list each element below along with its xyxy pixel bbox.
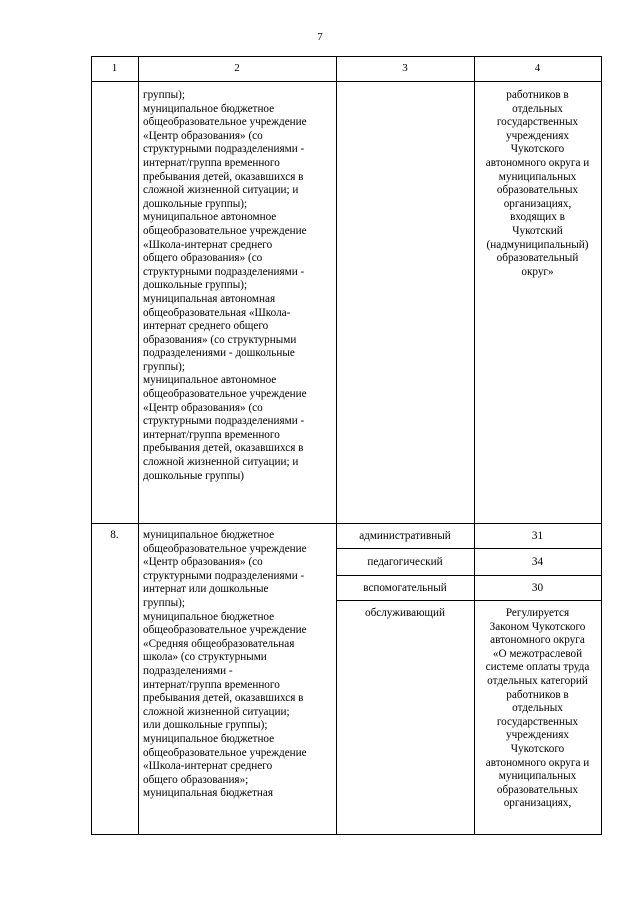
- text-line: структурными подразделениями -: [143, 415, 305, 428]
- text-line: государственных: [496, 715, 579, 728]
- row-8-value-service: [474, 607, 601, 811]
- text-line: сложной жизненной ситуации; и: [143, 456, 299, 469]
- subrow-separator-3: [336, 600, 602, 601]
- row-8-category-service: обслуживающий: [364, 607, 446, 619]
- text-line: или дошкольные группы);: [143, 719, 268, 732]
- text-line: автономного округа и: [485, 756, 590, 769]
- text-line: сложной жизненной ситуации;: [143, 705, 290, 718]
- text-line: общеобразовательная «Школа-: [143, 306, 291, 319]
- row-8-value-auxiliary: 30: [531, 582, 544, 594]
- text-line: дошкольные группы);: [143, 279, 248, 292]
- text-line: Чукотского: [510, 742, 565, 755]
- text-line: муниципальное автономное: [143, 374, 277, 387]
- table-border-right: [601, 56, 602, 834]
- text-line: дошкольные группы): [143, 469, 245, 482]
- text-line: образования» (со структурными: [143, 333, 297, 346]
- text-line: образовательных: [496, 783, 579, 796]
- page-number: 7: [317, 31, 323, 43]
- continued-row-regulation: [474, 89, 601, 279]
- text-line: общеобразовательное учреждение: [143, 388, 307, 401]
- table-border-col1: [138, 56, 139, 834]
- header-col-3: 3: [402, 62, 408, 74]
- text-line: образовательный: [496, 252, 579, 265]
- text-line: организациях,: [503, 797, 572, 810]
- text-line: «О межотраслевой: [492, 647, 583, 660]
- text-line: отдельных категорий: [487, 674, 588, 687]
- subrow-separator-2: [336, 575, 602, 576]
- text-line: общеобразовательное учреждение: [143, 224, 307, 237]
- text-line: автономного округа: [490, 634, 585, 647]
- text-line: структурными подразделениями -: [143, 569, 305, 582]
- text-line: учреждениях: [506, 729, 569, 742]
- text-line: образовательных: [496, 184, 579, 197]
- header-col-4: 4: [534, 62, 541, 74]
- text-line: «Центр образования» (со: [143, 401, 263, 414]
- text-line: пребывания детей, оказавшихся в: [143, 442, 304, 455]
- text-line: интернат/группа временного: [143, 428, 280, 441]
- text-line: интернат или дошкольные: [143, 583, 269, 596]
- text-line: сложной жизненной ситуации; и: [143, 184, 299, 197]
- text-line: муниципальных: [498, 770, 577, 783]
- text-line: округ»: [521, 265, 554, 278]
- table-border-col2: [336, 56, 337, 834]
- row-8-category-administrative: административный: [359, 530, 451, 542]
- text-line: интернат/группа временного: [143, 156, 280, 169]
- text-line: автономного округа и: [485, 156, 590, 169]
- text-line: пребывания детей, оказавшихся в: [143, 692, 304, 705]
- text-line: группы);: [143, 596, 185, 609]
- text-line: муниципальная автономная: [143, 292, 276, 305]
- text-line: входящих в: [510, 211, 565, 224]
- text-line: структурными подразделениями -: [143, 143, 305, 156]
- text-line: пребывания детей, оказавшихся в: [143, 170, 304, 183]
- text-line: муниципальное бюджетное: [143, 529, 275, 541]
- text-line: муниципальное бюджетное: [143, 610, 275, 623]
- row-8-value-administrative: 31: [531, 530, 544, 542]
- text-line: интернат/группа временного: [143, 678, 280, 691]
- text-line: государственных: [496, 116, 579, 129]
- table-border-left: [91, 56, 92, 834]
- text-line: дошкольные группы);: [143, 197, 248, 210]
- text-line: муниципальных: [498, 170, 577, 183]
- text-line: отдельных: [512, 102, 563, 115]
- text-line: «Центр образования» (со: [143, 129, 263, 142]
- text-line: группы);: [143, 360, 185, 373]
- header-col-2: 2: [234, 62, 240, 74]
- row-8-value-pedagogical: 34: [531, 556, 544, 568]
- text-line: общеобразовательное учреждение: [143, 542, 307, 555]
- text-line: муниципальная бюджетная: [143, 787, 273, 800]
- text-line: «Школа-интернат среднего: [143, 760, 273, 773]
- table-header-bottom: [91, 81, 602, 82]
- text-line: муниципальное бюджетное: [143, 732, 275, 745]
- text-line: структурными подразделениями -: [143, 265, 305, 278]
- row-8-number: 8.: [110, 529, 119, 541]
- header-col-1: 1: [111, 62, 118, 74]
- text-line: «Средняя общеобразовательная: [143, 637, 295, 650]
- text-line: общего образования» (со: [143, 252, 263, 265]
- text-line: Законом Чукотского: [489, 620, 586, 633]
- text-line: подразделениями -: [143, 664, 233, 677]
- text-line: учреждениях: [506, 129, 569, 142]
- table-border-bottom: [91, 834, 602, 835]
- row-8-category-pedagogical: педагогический: [367, 556, 443, 568]
- text-line: общеобразовательное учреждение: [143, 746, 307, 759]
- text-line: общеобразовательное учреждение: [143, 624, 307, 637]
- text-line: организациях,: [503, 197, 572, 210]
- text-line: работников в: [506, 89, 569, 101]
- text-line: интернат среднего общего: [143, 320, 269, 333]
- subrow-separator-1: [336, 548, 602, 549]
- text-line: Чукотского: [510, 143, 565, 156]
- text-line: «Школа-интернат среднего: [143, 238, 273, 251]
- text-line: муниципальное бюджетное: [143, 102, 275, 115]
- text-line: школа» (со структурными: [143, 651, 267, 664]
- table-row-separator: [91, 523, 602, 524]
- text-line: отдельных: [512, 702, 563, 715]
- text-line: Чукотский: [512, 224, 563, 237]
- text-line: системе оплаты труда: [485, 661, 590, 674]
- text-line: «Центр образования» (со: [143, 556, 263, 569]
- text-line: общего образования»;: [143, 773, 249, 786]
- continued-row-institutions: [143, 89, 335, 483]
- row-8-institutions: [143, 529, 335, 801]
- text-line: Регулируется: [505, 607, 570, 619]
- text-line: общеобразовательное учреждение: [143, 116, 307, 129]
- text-line: работников в: [506, 688, 569, 701]
- text-line: муниципальное автономное: [143, 211, 277, 224]
- text-line: подразделениями - дошкольные: [143, 347, 295, 360]
- row-8-category-auxiliary: вспомогательный: [363, 582, 447, 594]
- text-line: группы);: [143, 89, 185, 101]
- text-line: (надмуниципальный): [486, 238, 589, 251]
